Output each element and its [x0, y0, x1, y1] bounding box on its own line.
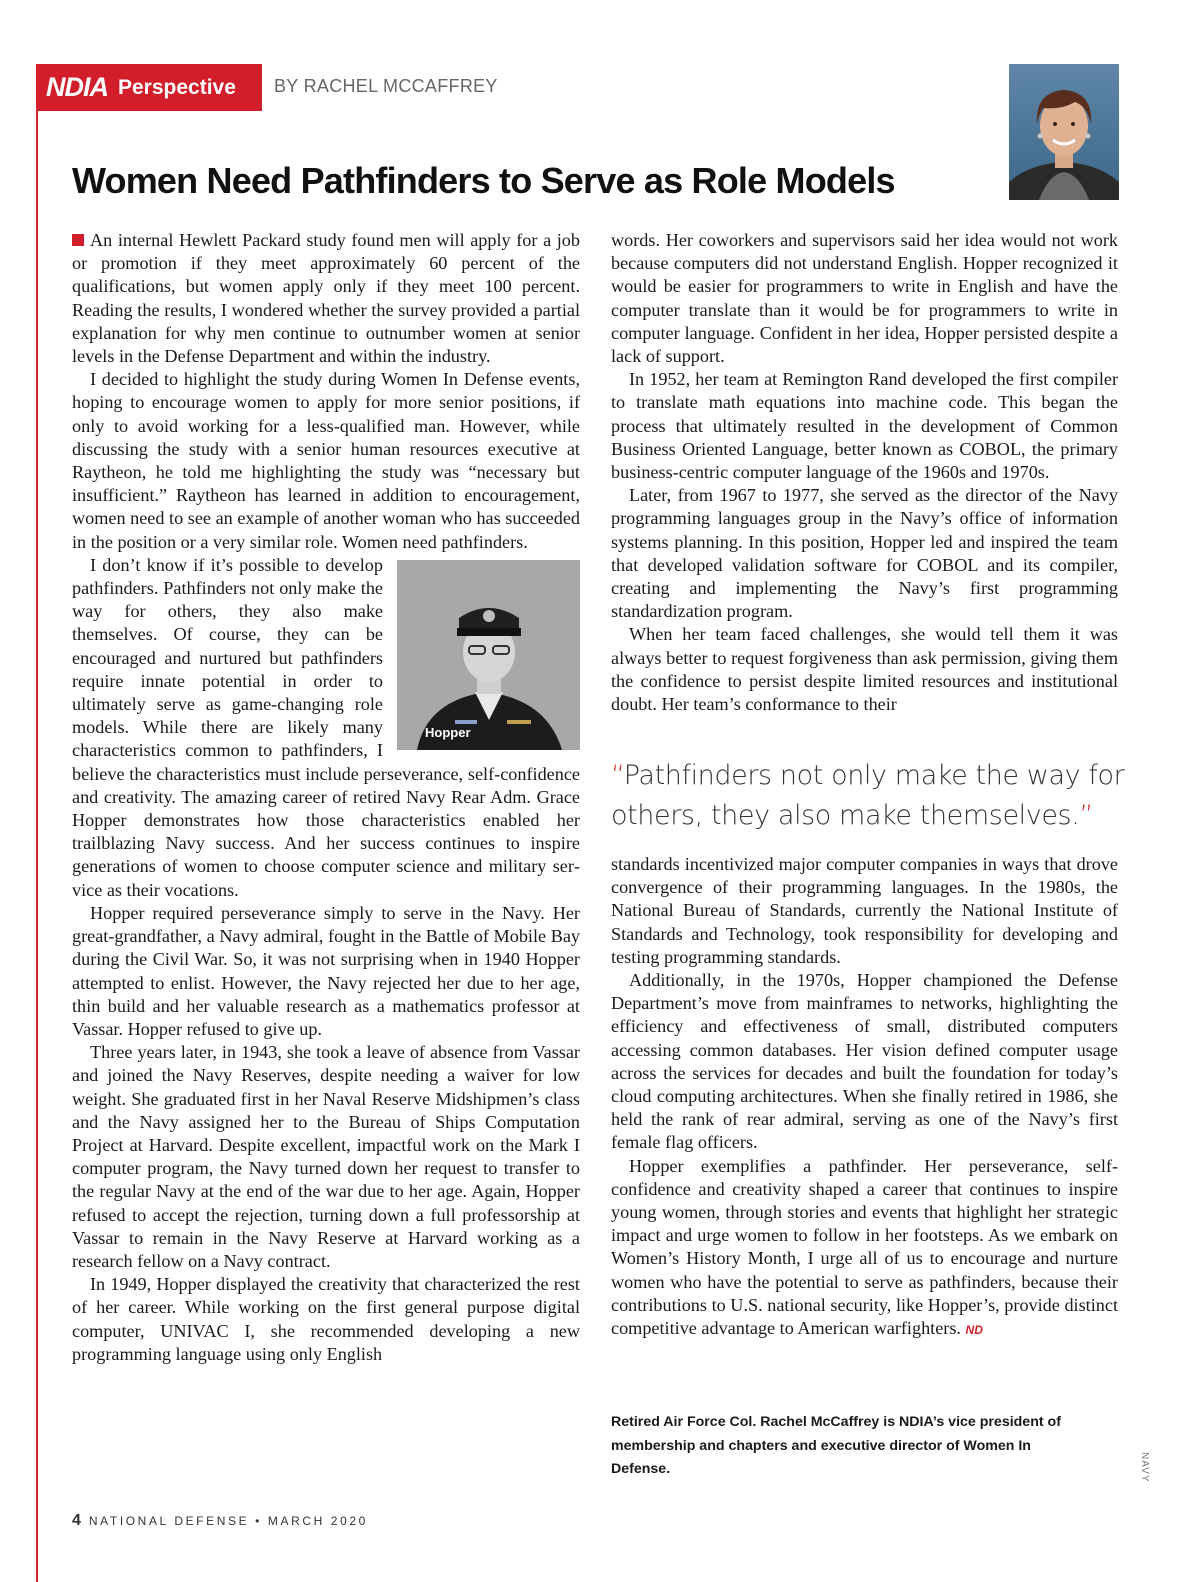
- author-headshot: [1009, 64, 1119, 200]
- right-column-top: [611, 229, 1118, 716]
- article-paragraph: In 1952, her team at Remington Rand developed the first compiler to translate math equations into machine code. This began the process that ultimately resulted in the development of Common Business Oriented Language, better known as COBOL, the primary business-centric computer language of the 1960s and 1970s.: [611, 369, 1118, 483]
- pull-quote: [611, 756, 1131, 836]
- publication-line: NATIONAL DEFENSE • MARCH 2020: [88, 1514, 368, 1528]
- article-paragraph: When her team faced challenges, she would tell them it was always better to request forgiveness than ask permission, giving them the confidence to persist despite limited resources and institutional doubt. Her team’s conformance to their: [611, 624, 1118, 715]
- left-column: [72, 229, 580, 1366]
- pull-quote-open-mark: “: [611, 760, 624, 791]
- article-paragraph: Hopper exemplifies a pathfinder. Her perseverance, self-confidence and creativity shaped a career that continues to inspire young women, through stories and events that highlight her strategic impact and urge women to follow in her footsteps. As we embark on Women’s History Month, I urge all of us to encourage and nurture women who have the potential to serve as pathfinders, because their contributions to U.S. national security, like Hopper’s, provide distinct competitive advantage to American warfighters. ND: [611, 1155, 1118, 1339]
- pull-quote-text: Pathfinders not only make the way for others, they also make themselves.: [611, 760, 1125, 831]
- photo-credit: NAVY: [1139, 1452, 1150, 1483]
- section-label: Perspective: [118, 75, 236, 99]
- author-bio: Retired Air Force Col. Rachel McCaffrey is NDIA’s vice president of membership and chapters and executive director of Women In Defense.: [611, 1414, 1061, 1477]
- article-paragraph: In 1949, Hopper displayed the creativity that characterized the rest of her career. While working on the first general purpose digital computer, UNIVAC I, she recommended developing a new programming language using only English: [72, 1274, 580, 1364]
- page-number: 4: [72, 1512, 81, 1529]
- pull-quote-close-mark: ”: [1079, 800, 1093, 831]
- article-paragraph: words. Her coworkers and supervisors said her idea would not work because computers did not understand English. Hopper recognized it would be easier for programmers to write in English and have the computer translate than it would be for programmers to write in computer language. Confident in her idea, Hopper persisted despite a lack of support.: [611, 230, 1118, 367]
- article-paragraph: standards incentivized major computer companies in ways that drove convergence of their programming languages. In the 1980s, the National Bureau of Standards, currently the National Institute of Standards and Technology, took responsibility for developing and testing programming standards.: [611, 854, 1118, 967]
- article-paragraph: Hopper required perseverance simply to serve in the Navy. Her great-grandfather, a Navy admiral, fought in the Battle of Mobile Bay during the Civil War. So, it was not surprising when in 1940 Hopper attempted to enlist. However, the Navy rejected her due to her age, thin build and her valuable research as a mathematics professor at Vassar. Hopper refused to give up.: [72, 902, 580, 1039]
- byline: BY RACHEL MCCAFFREY: [274, 76, 498, 96]
- photo-caption: Hopper: [425, 724, 471, 740]
- right-column-bottom: [611, 853, 1118, 1342]
- ndia-logo: NDIA: [46, 72, 108, 102]
- section-badge: [36, 64, 262, 111]
- hopper-photo: [397, 560, 580, 750]
- article-paragraph: Three years later, in 1943, she took a leave of absence from Vassar and joined the Navy Reserves, despite needing a waiver for low weight. She graduated first in her Naval Reserve Midshipmen’s class and the Navy assigned her to the Bureau of Ships Computation Project at Harvard. Despite excellent, impactful work on the Mark I computer program, the Navy turned down her request to transfer to the regular Navy at the end of the war due to her age. Again, Hopper refused to accept the rejection, turning down a full professorship at Vassar to remain in the Navy Reserve at Harvard working as a research fellow on a Navy contract.: [72, 1042, 580, 1271]
- page-footer: [72, 1512, 368, 1530]
- article-paragraph: Additionally, in the 1970s, Hopper championed the Defense Department’s move from mainframes to networks, highlighting the efficiency and effectiveness of small, distributed computers accessing common databases. Her vision defined computer usage across the services for decades and built the foundation for today’s cloud computing architectures. When she finally retired in 1986, she held the rank of rear admiral, serving as one of the Navy’s first female flag officers.: [611, 970, 1118, 1153]
- article-paragraph: An internal Hewlett Packard study found men will apply for a job or promotion if they meet approximately 60 percent of the qualifications, but women apply only if they meet 100 percent. Reading the results, I wondered whether the survey provided a partial explanation for why men continue to outnumber women at senior levels in the Defense Department and within the industry.: [72, 230, 580, 367]
- end-mark: ND: [965, 1323, 983, 1338]
- left-accent-rule: [36, 64, 38, 1582]
- article-paragraph: Hopper I don’t know if it’s possible to develop pathfinders. Pathfinders not only make the way for others, they also make themselves. Of course, they can be encouraged and nurtured but pathfinders require innate potential in order to ultimately serve as game-changing role models. While there are likely many characteristics common to pathfinders, I believe the characteristics must include perseverance, self-confidence and creativity. The amazing career of retired Navy Rear Adm. Grace Hopper demonstrates how those characteristics enabled her trailblazing Navy success. And her success continues to inspire generations of women to choose computer science and military service as their vocations.: [72, 554, 580, 900]
- section-start-square: [72, 234, 84, 246]
- article-paragraph: I decided to highlight the study during Women In Defense events, hoping to encourage women to apply for more senior positions, if only to avoid working for a less-qualified man. However, while discussing the study with a senior human resources executive at Raytheon, he told me highlighting the study was “necessary but insufficient.” Raytheon has learned in addition to encouragement, women need to see an example of another woman who has succeeded in the position or a very similar role. Women need pathfinders.: [72, 369, 580, 552]
- article-paragraph: Later, from 1967 to 1977, she served as the director of the Navy programming languages group in the Navy’s office of information systems planning. In this position, Hopper led and inspired the team that developed validation software for COBOL and its compiler, creating and implementing the Navy’s first programming standardization program.: [611, 485, 1118, 622]
- article-headline: Women Need Pathfinders to Serve as Role Models: [72, 160, 895, 201]
